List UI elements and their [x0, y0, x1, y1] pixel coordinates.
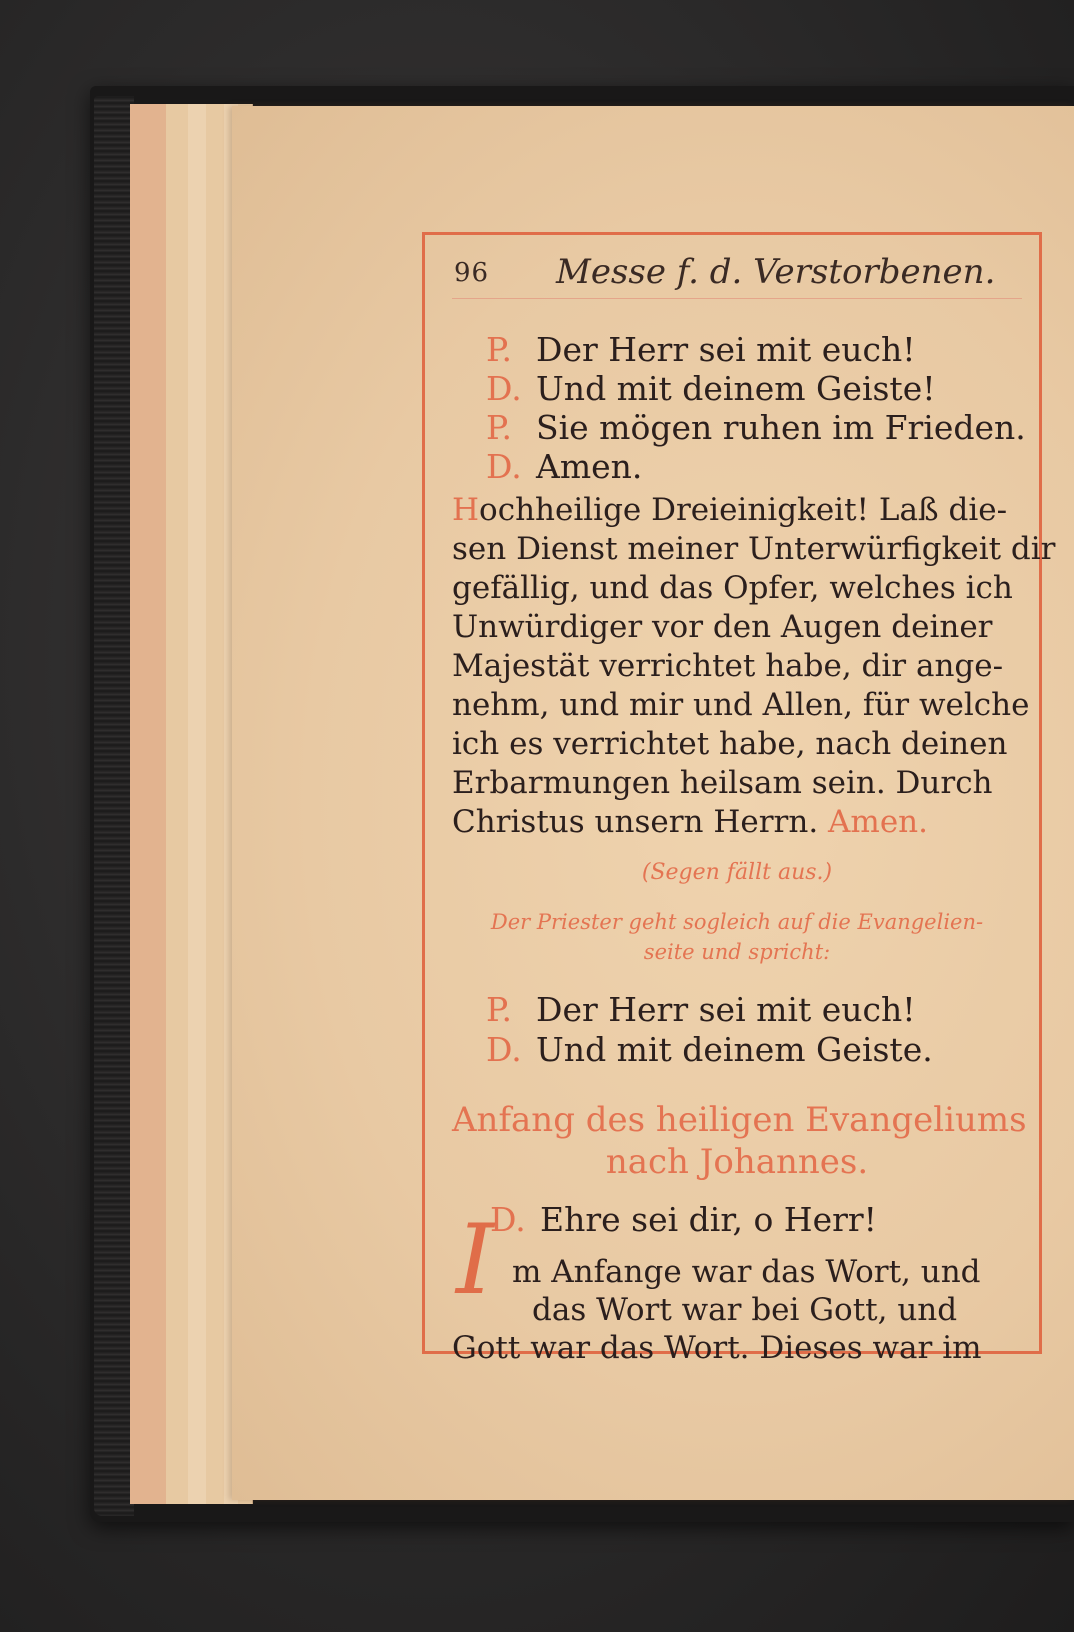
versicle-line	[486, 990, 915, 1029]
speaker-marker: D.	[486, 447, 522, 486]
prayer-line: ich es verrichtet habe, nach deinen	[452, 726, 1008, 762]
prayer-line: Majestät verrichtet habe, dir ange-	[452, 648, 1004, 684]
versicle-line	[486, 447, 642, 486]
rubric-priest-line1: Der Priester geht sogleich auf die Evangelien-	[490, 910, 984, 934]
response-line	[490, 1200, 877, 1239]
versicle-text: Und mit deinem Geiste.	[536, 1030, 933, 1069]
response-text: Ehre sei dir, o Herr!	[540, 1200, 877, 1239]
book-spine-edge	[94, 96, 134, 1516]
prayer-line: Hochheilige Dreieinigkeit! Laß die-	[452, 492, 1008, 528]
versicle-line	[486, 330, 915, 369]
speaker-marker: D.	[486, 1030, 522, 1069]
versicle-text: Und mit deinem Geiste!	[536, 369, 936, 408]
running-title: Messe f. d. Verstorbenen.	[556, 252, 996, 292]
speaker-marker: P.	[486, 330, 513, 369]
rubric-blessing: (Segen fällt aus.)	[641, 860, 833, 885]
versicle-line	[486, 408, 1026, 447]
versicle-text: Der Herr sei mit euch!	[536, 990, 916, 1029]
versicle-line	[486, 369, 935, 408]
gospel-line: das Wort war bei Gott, und	[532, 1292, 958, 1328]
prayer-initial: H	[452, 492, 480, 528]
speaker-marker: D.	[486, 369, 522, 408]
rubric-priest-line2: seite und spricht:	[643, 940, 831, 964]
gospel-line: Gott war das Wort. Dieses war im	[452, 1330, 982, 1366]
prayer-line: Unwürdiger vor den Augen deiner	[452, 609, 993, 645]
drop-cap-initial: I	[456, 1204, 494, 1316]
versicle-text: Sie mögen ruhen im Frieden.	[536, 408, 1026, 447]
prayer-amen: Amen.	[828, 804, 928, 840]
prayer-closing: Christus unsern Herrn.	[452, 804, 819, 840]
versicle-line	[486, 1030, 933, 1069]
gospel-line: m Anfange war das Wort, und	[512, 1254, 981, 1290]
gospel-heading-line1: Anfang des heiligen Evangeliums	[452, 1100, 1027, 1140]
gospel-heading-line2: nach Johannes.	[605, 1142, 869, 1182]
page-number: 96	[454, 258, 490, 288]
versicle-text: Amen.	[536, 447, 643, 486]
prayer-line: gefällig, und das Opfer, welches ich	[452, 570, 1013, 606]
page-header	[452, 248, 1022, 299]
speaker-marker: D.	[490, 1200, 526, 1239]
speaker-marker: P.	[486, 408, 513, 447]
prayer-line	[452, 804, 928, 840]
speaker-marker: P.	[486, 990, 513, 1029]
prayer-line: Erbarmungen heilsam sein. Durch	[452, 765, 993, 801]
versicle-text: Der Herr sei mit euch!	[536, 330, 916, 369]
prayer-line: sen Dienst meiner Unterwürfigkeit dir	[452, 531, 1056, 567]
prayer-line: nehm, und mir und Allen, für welche	[452, 687, 1030, 723]
